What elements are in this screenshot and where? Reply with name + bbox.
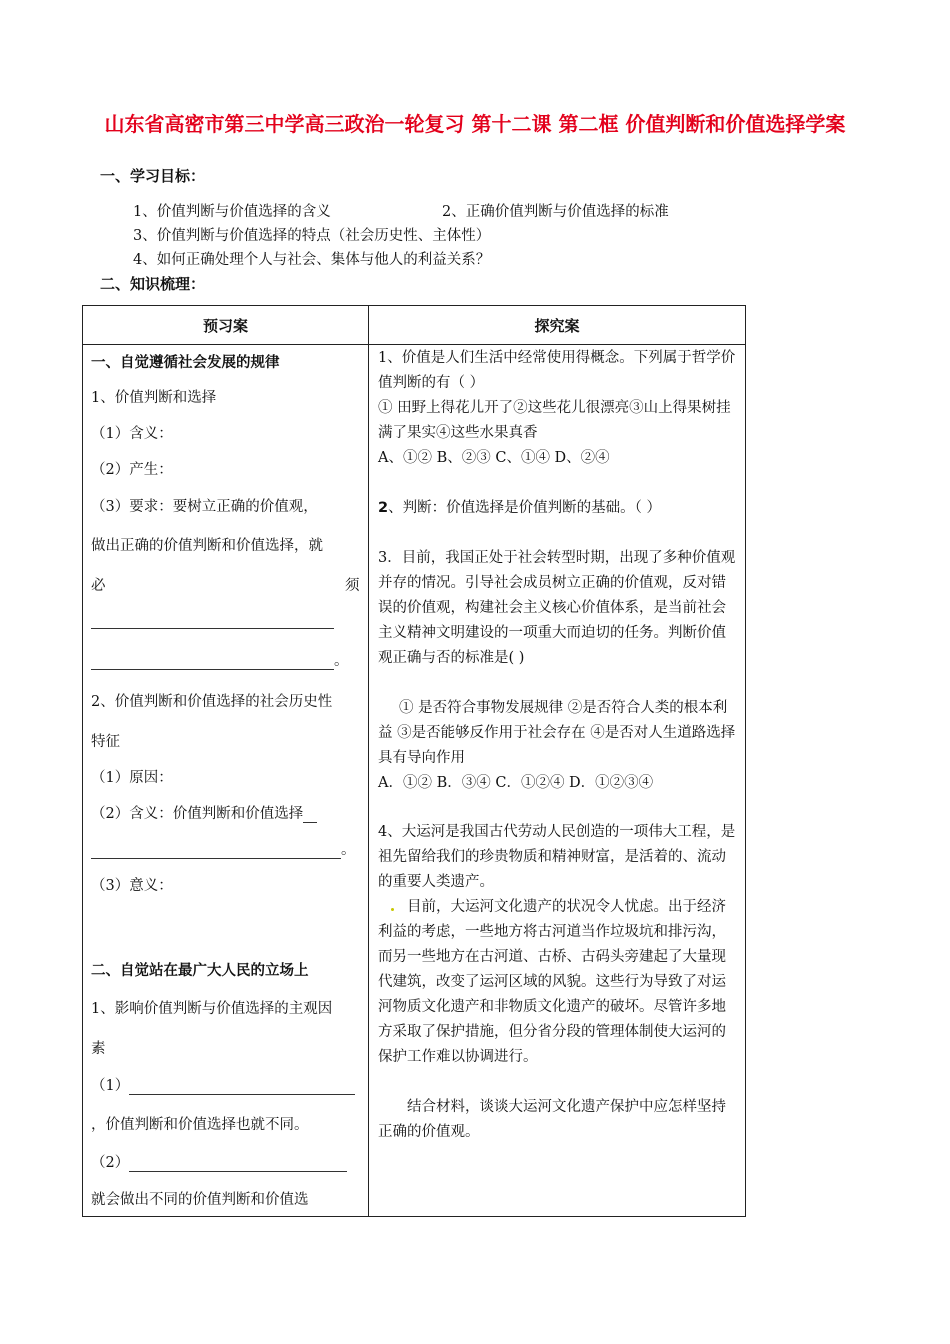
explore-column <box>369 345 746 1217</box>
q1-item-1[interactable] <box>91 1074 355 1095</box>
p1-origin: （2）产生： <box>91 462 173 478</box>
part2-heading: 二、自觉站在最广大人民的立场上 <box>91 963 309 979</box>
q1-item-2-num: （2） <box>91 1155 130 1171</box>
p1-blank-end: 。 <box>334 653 349 669</box>
explore-q3-stem: 3．目前，我国正处于社会转型时期，出现了多种价值观并存的情况。引导社会成员树立正确的价值观，反对错误的价值观，构建社会主义核心价值体系，是当前社会主义精神文明建设的一项重大而迫切的任务。判断价值观正确与否的标准是( ) <box>378 550 736 666</box>
explore-q4-para1: 4、大运河是我国古代劳动人民创造的一项伟大工程，是祖先留给我们的珍贵物质和精神财富，是活着的、流动的重要人类遗产。 <box>378 824 736 890</box>
p2-meaning-text: （2）含义：价值判断和价值选择 <box>91 806 304 822</box>
q1-item-2[interactable] <box>91 1151 347 1172</box>
p2-title-cont: 特征 <box>91 734 120 750</box>
explore-q1-stem: 1、价值是人们生活中经常使用得概念。下列属于哲学价值判断的有（ ） <box>378 350 736 391</box>
q1-title-cont: 素 <box>91 1041 106 1057</box>
preview-column <box>83 345 369 1217</box>
q1-item-2-cont: 就会做出不同的价值判断和价值选 <box>91 1192 309 1208</box>
p2-title: 2、价值判断和价值选择的社会历史性 <box>91 694 333 710</box>
p2-blank[interactable] <box>91 838 356 859</box>
p1-requirement: （3）要求：要树立正确的价值观， <box>91 499 318 515</box>
explore-q2 <box>378 496 738 521</box>
explore-q4-question: 结合材料，谈谈大运河文化遗产保护中应怎样坚持正确的价值观。 <box>378 1099 726 1140</box>
document-title: 山东省高密市第三中学高三政治一轮复习 第十二课 第二框 价值判断和价值选择学案 <box>104 112 846 136</box>
explore-q3-items: ① 是否符合事物发展规律 ②是否符合人类的根本利益 ③是否能够反作用于社会存在 ④是否对人生道路选择具有导向作用 <box>378 700 736 766</box>
header-preview: 预习案 <box>83 306 369 345</box>
section-heading-knowledge: 二、知识梳理： <box>100 275 206 293</box>
study-table <box>82 305 746 1217</box>
header-explore: 探究案 <box>369 306 746 345</box>
objective-3: 3、价值判断与价值选择的特点（社会历史性、主体性） <box>133 228 491 244</box>
p1-blank-2[interactable] <box>91 649 349 670</box>
explore-q2-num: 2 <box>378 500 389 516</box>
section-heading-objectives: 一、学习目标： <box>100 167 206 185</box>
p1-blank-1[interactable] <box>91 613 334 629</box>
q1-item-1-num: （1） <box>91 1078 130 1094</box>
q1-item-1-cont: ，价值判断和价值选择也就不同。 <box>91 1117 309 1133</box>
p1-title: 1、价值判断和选择 <box>91 390 217 406</box>
objective-2: 2、正确价值判断与价值选择的标准 <box>442 204 669 220</box>
p2-reason: （1）原因： <box>91 770 173 786</box>
p2-blank-end: 。 <box>341 842 356 858</box>
p1-must-b: 须 <box>345 578 360 594</box>
q1-title: 1、影响价值判断与价值选择的主观因 <box>91 1001 333 1017</box>
objective-1: 1、价值判断与价值选择的含义 <box>133 204 331 220</box>
explore-q4-para2: 目前，大运河文化遗产的状况令人忧虑。出于经济利益的考虑，一些地方将古河道当作垃圾坑和排污沟，而另一些地方在古河道、古桥、古码头旁建起了大量现代建筑，改变了运河区域的风貌。这些行为导致了对运河物质文化遗产和非物质文化遗产的破坏。尽管许多地方采取了保护措施，但分省分段的管理体制使大运河的保护工作难以协调进行。 <box>378 899 726 1065</box>
explore-q1-items: ① 田野上得花儿开了②这些花儿很漂亮③山上得果树挂满了果实④这些水果真香 <box>378 400 731 441</box>
explore-q3-options: A．①② B．③④ C．①②④ D．①②③④ <box>378 775 654 791</box>
explore-q2-text: 、判断：价值选择是价值判断的基础。（ ） <box>388 500 661 516</box>
part1-heading: 一、自觉遵循社会发展的规律 <box>91 355 280 371</box>
explore-q1-options: A、①② B、②③ C、①④ D、②④ <box>378 450 610 466</box>
p1-meaning: （1）含义： <box>91 426 173 442</box>
p1-requirement-cont: 做出正确的价值判断和价值选择，就 <box>91 538 323 554</box>
objective-4: 4、如何正确处理个人与社会、集体与他人的利益关系？ <box>133 252 491 268</box>
p2-significance: （3）意义： <box>91 878 173 894</box>
p2-meaning[interactable] <box>91 802 317 823</box>
p1-must-a: 必 <box>91 578 106 594</box>
